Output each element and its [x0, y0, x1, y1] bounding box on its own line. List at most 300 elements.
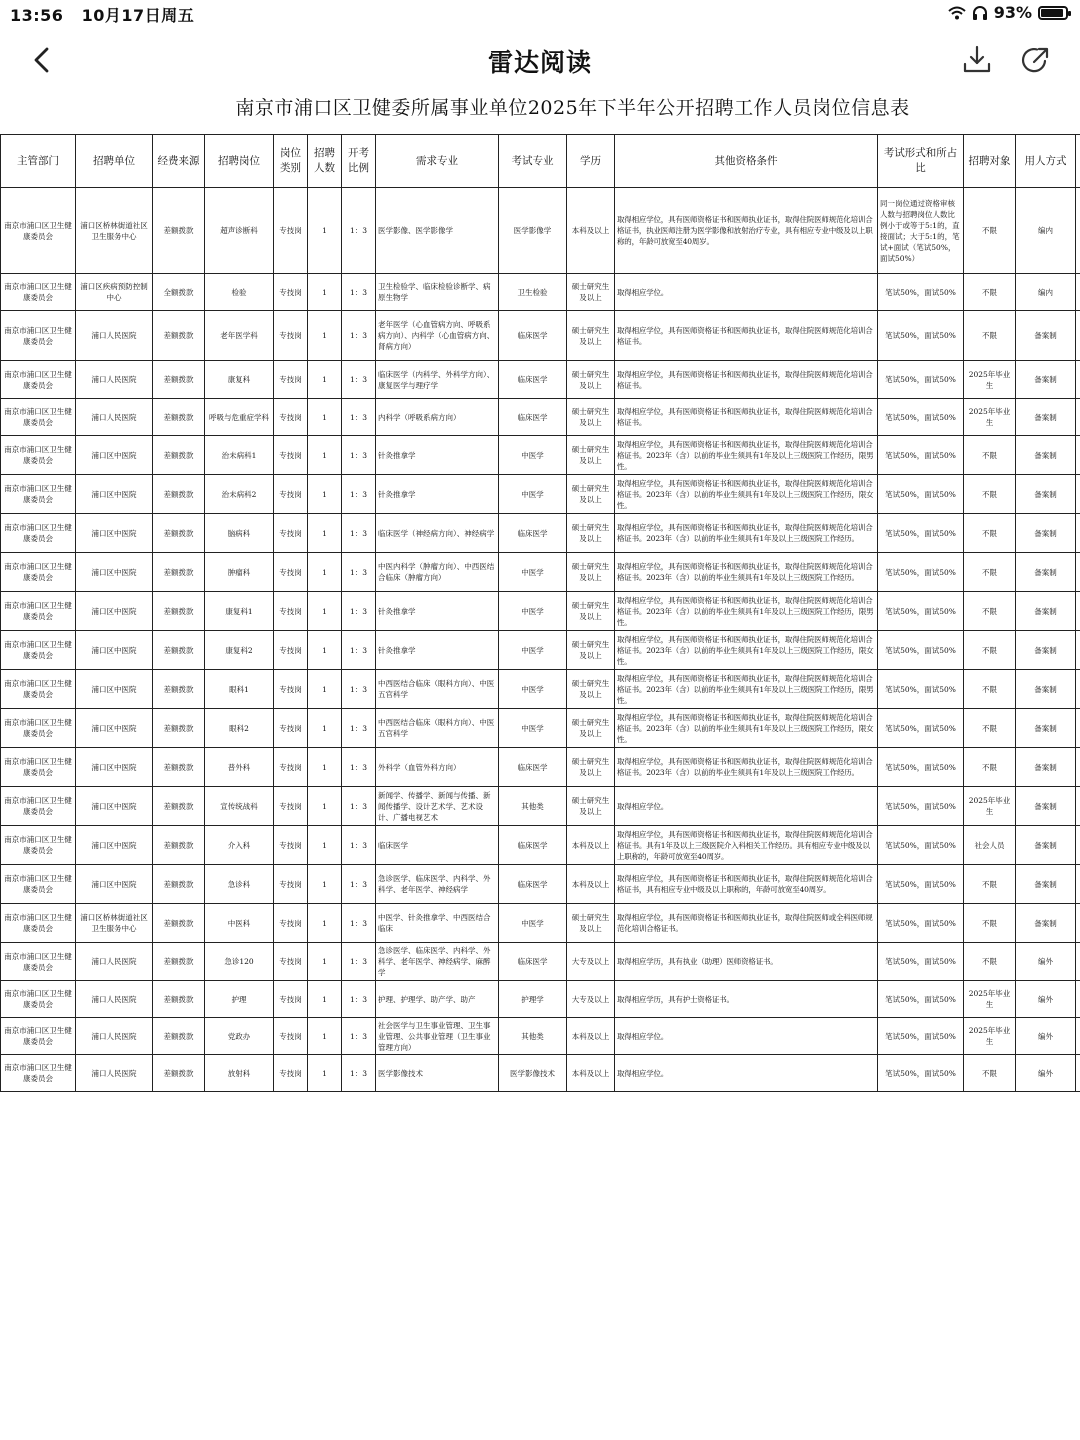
- cell-funding-source: 差额拨款: [153, 1055, 205, 1092]
- cell-other-qualifications: 取得相应学位，具有医师资格证书和医师执业证书，取得住院医师规范化培训合格证书。2023年（含）以前的毕业生须具有1年及以上三级医院工作经历，限女性。: [615, 631, 878, 670]
- cell-overflow: [1076, 748, 1080, 787]
- cell-exam-ratio: 1：3: [342, 904, 376, 943]
- cell-education: 硕士研究生及以上: [567, 514, 615, 553]
- page-title: 雷达阅读: [487, 48, 592, 77]
- cell-education: 本科及以上: [567, 826, 615, 865]
- cell-exam-format: 笔试50%，面试50%: [878, 274, 964, 311]
- cell-exam-format: 笔试50%，面试50%: [878, 436, 964, 475]
- table-row: [1, 475, 1080, 514]
- cell-position-category: 专技岗: [274, 981, 308, 1018]
- cell-funding-source: 差额拨款: [153, 865, 205, 904]
- cell-headcount: 1: [308, 981, 342, 1018]
- cell-target-applicants: 不限: [964, 1055, 1016, 1092]
- cell-exam-ratio: 1：3: [342, 865, 376, 904]
- cell-exam-major: 卫生检验: [499, 274, 567, 311]
- cell-headcount: 1: [308, 188, 342, 274]
- cell-position: 急诊科: [205, 865, 274, 904]
- cell-exam-format: 笔试50%，面试50%: [878, 670, 964, 709]
- cell-headcount: 1: [308, 274, 342, 311]
- cell-headcount: 1: [308, 631, 342, 670]
- cell-other-qualifications: 取得相应学位。: [615, 1055, 878, 1092]
- status-indicators: [948, 3, 1068, 22]
- cell-education: 本科及以上: [567, 1055, 615, 1092]
- cell-target-applicants: 2025年毕业生: [964, 981, 1016, 1018]
- cell-exam-format: 笔试50%，面试50%: [878, 514, 964, 553]
- cell-department: 南京市浦口区卫生健康委员会: [1, 514, 76, 553]
- cell-exam-format: 笔试50%，面试50%: [878, 361, 964, 399]
- column-header-employment-type: 用人方式: [1016, 135, 1076, 188]
- nav-bar: [0, 30, 1080, 90]
- cell-exam-format: 笔试50%，面试50%: [878, 981, 964, 1018]
- column-header-department: 主管部门: [1, 135, 76, 188]
- column-header-overflow: [1076, 135, 1080, 188]
- cell-employment-type: 备案制: [1016, 748, 1076, 787]
- column-header-headcount: 招聘人数: [308, 135, 342, 188]
- cell-department: 南京市浦口区卫生健康委员会: [1, 361, 76, 399]
- cell-department: 南京市浦口区卫生健康委员会: [1, 311, 76, 361]
- cell-headcount: 1: [308, 670, 342, 709]
- cell-department: 南京市浦口区卫生健康委员会: [1, 670, 76, 709]
- cell-exam-major: 中医学: [499, 553, 567, 592]
- table-row: [1, 981, 1080, 1018]
- cell-required-major: 医学影像、医学影像学: [376, 188, 499, 274]
- cell-department: 南京市浦口区卫生健康委员会: [1, 553, 76, 592]
- cell-headcount: 1: [308, 475, 342, 514]
- cell-exam-format: 笔试50%，面试50%: [878, 943, 964, 981]
- cell-exam-major: 临床医学: [499, 514, 567, 553]
- cell-education: 本科及以上: [567, 865, 615, 904]
- cell-funding-source: 差额拨款: [153, 981, 205, 1018]
- cell-funding-source: 差额拨款: [153, 787, 205, 826]
- cell-education: 硕士研究生及以上: [567, 436, 615, 475]
- cell-exam-format: 笔试50%，面试50%: [878, 787, 964, 826]
- cell-target-applicants: 不限: [964, 631, 1016, 670]
- cell-exam-ratio: 1：3: [342, 943, 376, 981]
- cell-funding-source: 差额拨款: [153, 826, 205, 865]
- cell-exam-major: 中医学: [499, 592, 567, 631]
- cell-overflow: [1076, 475, 1080, 514]
- cell-department: 南京市浦口区卫生健康委员会: [1, 943, 76, 981]
- cell-recruiting-unit: 浦口人民医院: [76, 311, 153, 361]
- cell-overflow: [1076, 981, 1080, 1018]
- cell-position-category: 专技岗: [274, 1055, 308, 1092]
- cell-position-category: 专技岗: [274, 553, 308, 592]
- cell-recruiting-unit: 浦口区中医院: [76, 631, 153, 670]
- cell-position-category: 专技岗: [274, 274, 308, 311]
- table-row: [1, 1018, 1080, 1055]
- cell-overflow: [1076, 670, 1080, 709]
- cell-other-qualifications: 取得相应学位，具有医师资格证书和医师执业证书，取得住院医师规范化培训合格证书。2023年（含）以前的毕业生须具有1年及以上三级医院工作经历，限男性。: [615, 670, 878, 709]
- cell-required-major: 针灸推拿学: [376, 631, 499, 670]
- cell-education: 硕士研究生及以上: [567, 787, 615, 826]
- cell-target-applicants: 不限: [964, 274, 1016, 311]
- cell-other-qualifications: 取得相应学位，具有医师资格证书和医师执业证书，取得住院医师规范化培训合格证书。2023年（含）以前的毕业生须具有1年及以上三级医院工作经历。: [615, 553, 878, 592]
- cell-position: 护理: [205, 981, 274, 1018]
- cell-education: 硕士研究生及以上: [567, 274, 615, 311]
- cell-position: 老年医学科: [205, 311, 274, 361]
- document-title: 南京市浦口区卫健委所属事业单位2025年下半年公开招聘工作人员岗位信息表: [235, 97, 910, 119]
- cell-overflow: [1076, 631, 1080, 670]
- cell-headcount: 1: [308, 826, 342, 865]
- cell-recruiting-unit: 浦口人民医院: [76, 1018, 153, 1055]
- cell-exam-major: 中医学: [499, 475, 567, 514]
- table-row: [1, 709, 1080, 748]
- cell-department: 南京市浦口区卫生健康委员会: [1, 904, 76, 943]
- cell-headcount: 1: [308, 865, 342, 904]
- column-header-other-qualifications: 其他资格条件: [615, 135, 878, 188]
- cell-employment-type: 备案制: [1016, 436, 1076, 475]
- table-body: [1, 188, 1080, 1092]
- cell-exam-major: 临床医学: [499, 865, 567, 904]
- cell-department: 南京市浦口区卫生健康委员会: [1, 274, 76, 311]
- cell-funding-source: 差额拨款: [153, 399, 205, 436]
- cell-headcount: 1: [308, 361, 342, 399]
- cell-education: 硕士研究生及以上: [567, 748, 615, 787]
- cell-department: 南京市浦口区卫生健康委员会: [1, 399, 76, 436]
- download-button[interactable]: [961, 44, 993, 76]
- cell-employment-type: 备案制: [1016, 399, 1076, 436]
- cell-target-applicants: 2025年毕业生: [964, 399, 1016, 436]
- cell-position: 介入科: [205, 826, 274, 865]
- cell-department: 南京市浦口区卫生健康委员会: [1, 1018, 76, 1055]
- cell-exam-ratio: 1：3: [342, 709, 376, 748]
- table-row: [1, 311, 1080, 361]
- cell-recruiting-unit: 浦口区中医院: [76, 748, 153, 787]
- cell-employment-type: 备案制: [1016, 904, 1076, 943]
- table-row: [1, 436, 1080, 475]
- cell-other-qualifications: 取得相应学位，具有医师资格证书和医师执业证书，取得住院医师规范化培训合格证书。: [615, 361, 878, 399]
- download-icon: [961, 44, 993, 76]
- column-header-exam-format: 考试形式和所占比: [878, 135, 964, 188]
- share-button[interactable]: [1020, 44, 1052, 76]
- wifi-icon: [948, 6, 966, 20]
- cell-position-category: 专技岗: [274, 748, 308, 787]
- cell-position: 治未病科1: [205, 436, 274, 475]
- cell-exam-ratio: 1：3: [342, 787, 376, 826]
- table-row: [1, 826, 1080, 865]
- table-row: [1, 553, 1080, 592]
- cell-education: 硕士研究生及以上: [567, 709, 615, 748]
- cell-overflow: [1076, 1055, 1080, 1092]
- cell-position-category: 专技岗: [274, 592, 308, 631]
- cell-overflow: [1076, 865, 1080, 904]
- column-header-recruiting-unit: 招聘单位: [76, 135, 153, 188]
- cell-overflow: [1076, 274, 1080, 311]
- cell-employment-type: 编外: [1016, 943, 1076, 981]
- cell-other-qualifications: 取得相应学历，具有护士资格证书。: [615, 981, 878, 1018]
- table-row: [1, 943, 1080, 981]
- cell-department: 南京市浦口区卫生健康委员会: [1, 631, 76, 670]
- cell-department: 南京市浦口区卫生健康委员会: [1, 436, 76, 475]
- cell-exam-format: 笔试50%，面试50%: [878, 592, 964, 631]
- cell-position: 康复科1: [205, 592, 274, 631]
- cell-recruiting-unit: 浦口区中医院: [76, 514, 153, 553]
- cell-overflow: [1076, 904, 1080, 943]
- table-row: [1, 361, 1080, 399]
- cell-position-category: 专技岗: [274, 436, 308, 475]
- cell-exam-ratio: 1：3: [342, 1018, 376, 1055]
- cell-position: 康复科2: [205, 631, 274, 670]
- cell-exam-ratio: 1：3: [342, 748, 376, 787]
- cell-exam-major: 中医学: [499, 670, 567, 709]
- cell-education: 硕士研究生及以上: [567, 553, 615, 592]
- cell-position-category: 专技岗: [274, 631, 308, 670]
- cell-required-major: 针灸推拿学: [376, 475, 499, 514]
- cell-overflow: [1076, 361, 1080, 399]
- cell-required-major: 急诊医学、临床医学、内科学、外科学、老年医学、神经病学、麻醉学: [376, 943, 499, 981]
- cell-overflow: [1076, 826, 1080, 865]
- cell-employment-type: 备案制: [1016, 670, 1076, 709]
- cell-recruiting-unit: 浦口人民医院: [76, 399, 153, 436]
- cell-required-major: 外科学（血管外科方向）: [376, 748, 499, 787]
- cell-employment-type: 备案制: [1016, 631, 1076, 670]
- cell-required-major: 临床医学: [376, 826, 499, 865]
- cell-required-major: 老年医学（心血管病方向、呼吸系病方向）、内科学（心血管病方向、肾病方向）: [376, 311, 499, 361]
- cell-position-category: 专技岗: [274, 1018, 308, 1055]
- cell-position: 党政办: [205, 1018, 274, 1055]
- cell-overflow: [1076, 311, 1080, 361]
- cell-headcount: 1: [308, 592, 342, 631]
- cell-overflow: [1076, 514, 1080, 553]
- cell-headcount: 1: [308, 514, 342, 553]
- cell-target-applicants: 2025年毕业生: [964, 1018, 1016, 1055]
- share-icon: [1020, 44, 1052, 76]
- cell-headcount: 1: [308, 943, 342, 981]
- cell-required-major: 针灸推拿学: [376, 592, 499, 631]
- cell-other-qualifications: 取得相应学位，具有医师资格证书和医师执业证书，取得住院医师规范化培训合格证书。2023年（含）以前的毕业生须具有1年及以上三级医院工作经历。: [615, 748, 878, 787]
- cell-employment-type: 备案制: [1016, 709, 1076, 748]
- cell-funding-source: 差额拨款: [153, 361, 205, 399]
- cell-recruiting-unit: 浦口区中医院: [76, 670, 153, 709]
- cell-employment-type: 备案制: [1016, 361, 1076, 399]
- cell-department: 南京市浦口区卫生健康委员会: [1, 748, 76, 787]
- cell-funding-source: 全额拨款: [153, 274, 205, 311]
- cell-headcount: 1: [308, 1018, 342, 1055]
- cell-required-major: 内科学（呼吸系病方向）: [376, 399, 499, 436]
- cell-exam-ratio: 1：3: [342, 553, 376, 592]
- cell-education: 大专及以上: [567, 981, 615, 1018]
- cell-other-qualifications: 取得相应学位，具有医师资格证书和医师执业证书，取得住院医师规范化培训合格证书。2023年（含）以前的毕业生须具有1年及以上三级医院工作经历，限女性。: [615, 709, 878, 748]
- cell-exam-format: 笔试50%，面试50%: [878, 553, 964, 592]
- cell-target-applicants: 不限: [964, 514, 1016, 553]
- cell-department: 南京市浦口区卫生健康委员会: [1, 475, 76, 514]
- cell-exam-format: 笔试50%，面试50%: [878, 904, 964, 943]
- table-row: [1, 188, 1080, 274]
- cell-headcount: 1: [308, 553, 342, 592]
- cell-position: 检验: [205, 274, 274, 311]
- cell-other-qualifications: 取得相应学位，具有医师资格证书和医师执业证书，取得住院医师规范化培训合格证书。2023年（含）以前的毕业生须具有1年及以上三级医院工作经历。: [615, 514, 878, 553]
- table-row: [1, 592, 1080, 631]
- cell-employment-type: 编内: [1016, 188, 1076, 274]
- cell-target-applicants: 2025年毕业生: [964, 787, 1016, 826]
- cell-funding-source: 差额拨款: [153, 904, 205, 943]
- cell-other-qualifications: 取得相应学位，具有医师资格证书和医师执业证书，取得住院医师规范化培训合格证书。具有1年及以上三级医院介入科相关工作经历。具有相应专业中级及以上职称的，年龄可放宽至40周岁。: [615, 826, 878, 865]
- table-row: [1, 631, 1080, 670]
- battery-fill: [1041, 9, 1063, 17]
- cell-position: 呼吸与危重症学科: [205, 399, 274, 436]
- cell-funding-source: 差额拨款: [153, 748, 205, 787]
- cell-required-major: 中医学、针灸推拿学、中西医结合临床: [376, 904, 499, 943]
- cell-recruiting-unit: 浦口区桥林街道社区卫生服务中心: [76, 188, 153, 274]
- cell-employment-type: 备案制: [1016, 787, 1076, 826]
- cell-other-qualifications: 取得相应学位，具有医师资格证书和医师执业证书，取得住院医师或全科医师规范化培训合格证书。: [615, 904, 878, 943]
- table-row: [1, 399, 1080, 436]
- cell-position: 宣传统战科: [205, 787, 274, 826]
- cell-funding-source: 差额拨款: [153, 631, 205, 670]
- table-row: [1, 787, 1080, 826]
- cell-department: 南京市浦口区卫生健康委员会: [1, 865, 76, 904]
- cell-funding-source: 差额拨款: [153, 311, 205, 361]
- cell-overflow: [1076, 436, 1080, 475]
- cell-exam-format: 笔试50%，面试50%: [878, 631, 964, 670]
- cell-recruiting-unit: 浦口区疾病预防控制中心: [76, 274, 153, 311]
- cell-exam-major: 临床医学: [499, 311, 567, 361]
- cell-exam-major: 医学影像学: [499, 188, 567, 274]
- cell-recruiting-unit: 浦口区中医院: [76, 709, 153, 748]
- cell-required-major: 中西医结合临床（眼科方向）、中医五官科学: [376, 670, 499, 709]
- cell-employment-type: 备案制: [1016, 475, 1076, 514]
- cell-position-category: 专技岗: [274, 826, 308, 865]
- cell-position: 超声诊断科: [205, 188, 274, 274]
- cell-exam-ratio: 1：3: [342, 981, 376, 1018]
- cell-target-applicants: 2025年毕业生: [964, 361, 1016, 399]
- cell-required-major: 社会医学与卫生事业管理、卫生事业管理、公共事业管理（卫生事业管理方向）: [376, 1018, 499, 1055]
- cell-exam-major: 医学影像技术: [499, 1055, 567, 1092]
- cell-funding-source: 差额拨款: [153, 436, 205, 475]
- cell-recruiting-unit: 浦口区中医院: [76, 553, 153, 592]
- column-header-exam-major: 考试专业: [499, 135, 567, 188]
- cell-other-qualifications: 取得相应学位，具有医师资格证书和医师执业证书，取得住院医师规范化培训合格证书。: [615, 399, 878, 436]
- cell-target-applicants: 不限: [964, 436, 1016, 475]
- cell-required-major: 医学影像技术: [376, 1055, 499, 1092]
- cell-recruiting-unit: 浦口区中医院: [76, 592, 153, 631]
- cell-position-category: 专技岗: [274, 188, 308, 274]
- cell-exam-format: 笔试50%，面试50%: [878, 748, 964, 787]
- status-date: 10月17日周五: [81, 6, 195, 25]
- cell-position-category: 专技岗: [274, 943, 308, 981]
- table-header-row: [1, 135, 1080, 188]
- cell-funding-source: 差额拨款: [153, 1018, 205, 1055]
- cell-employment-type: 备案制: [1016, 311, 1076, 361]
- cell-exam-format: 笔试50%，面试50%: [878, 475, 964, 514]
- cell-department: 南京市浦口区卫生健康委员会: [1, 826, 76, 865]
- cell-position-category: 专技岗: [274, 709, 308, 748]
- cell-overflow: [1076, 188, 1080, 274]
- cell-target-applicants: 不限: [964, 475, 1016, 514]
- cell-education: 硕士研究生及以上: [567, 592, 615, 631]
- cell-funding-source: 差额拨款: [153, 514, 205, 553]
- cell-exam-format: 笔试50%，面试50%: [878, 826, 964, 865]
- cell-other-qualifications: 取得相应学位，具有医师资格证书和医师执业证书，取得住院医师规范化培训合格证书。2023年（含）以前的毕业生须具有1年及以上三级医院工作经历，限男性。: [615, 592, 878, 631]
- cell-required-major: 中医内科学（肿瘤方向）、中西医结合临床（肿瘤方向）: [376, 553, 499, 592]
- cell-exam-major: 临床医学: [499, 399, 567, 436]
- cell-headcount: 1: [308, 399, 342, 436]
- cell-required-major: 中西医结合临床（眼科方向）、中医五官科学: [376, 709, 499, 748]
- cell-education: 硕士研究生及以上: [567, 670, 615, 709]
- table-row: [1, 904, 1080, 943]
- cell-funding-source: 差额拨款: [153, 709, 205, 748]
- cell-employment-type: 备案制: [1016, 553, 1076, 592]
- cell-exam-major: 其他类: [499, 787, 567, 826]
- cell-target-applicants: 不限: [964, 709, 1016, 748]
- cell-position-category: 专技岗: [274, 361, 308, 399]
- cell-overflow: [1076, 1018, 1080, 1055]
- column-header-target-applicants: 招聘对象: [964, 135, 1016, 188]
- cell-exam-major: 其他类: [499, 1018, 567, 1055]
- cell-exam-major: 临床医学: [499, 748, 567, 787]
- cell-education: 硕士研究生及以上: [567, 631, 615, 670]
- battery-percent: 93%: [993, 3, 1032, 22]
- cell-target-applicants: 不限: [964, 865, 1016, 904]
- cell-position-category: 专技岗: [274, 904, 308, 943]
- cell-exam-major: 中医学: [499, 436, 567, 475]
- cell-position: 中医科: [205, 904, 274, 943]
- column-header-required-major: 需求专业: [376, 135, 499, 188]
- cell-position: 脑病科: [205, 514, 274, 553]
- cell-recruiting-unit: 浦口人民医院: [76, 361, 153, 399]
- cell-exam-format: 笔试50%，面试50%: [878, 1018, 964, 1055]
- cell-exam-format: 笔试50%，面试50%: [878, 865, 964, 904]
- headphones-icon: [972, 5, 988, 20]
- cell-target-applicants: 社会人员: [964, 826, 1016, 865]
- cell-exam-format: 笔试50%，面试50%: [878, 311, 964, 361]
- cell-exam-ratio: 1：3: [342, 361, 376, 399]
- cell-overflow: [1076, 592, 1080, 631]
- status-bar: [0, 0, 1080, 28]
- cell-overflow: [1076, 399, 1080, 436]
- cell-headcount: 1: [308, 709, 342, 748]
- cell-target-applicants: 不限: [964, 553, 1016, 592]
- cell-overflow: [1076, 787, 1080, 826]
- cell-recruiting-unit: 浦口区桥林街道社区卫生服务中心: [76, 904, 153, 943]
- cell-department: 南京市浦口区卫生健康委员会: [1, 592, 76, 631]
- cell-exam-ratio: 1：3: [342, 399, 376, 436]
- cell-target-applicants: 不限: [964, 188, 1016, 274]
- cell-required-major: 临床医学（内科学、外科学方向）、康复医学与理疗学: [376, 361, 499, 399]
- column-header-exam-ratio: 开考比例: [342, 135, 376, 188]
- cell-exam-ratio: 1：3: [342, 592, 376, 631]
- cell-headcount: 1: [308, 787, 342, 826]
- cell-position-category: 专技岗: [274, 514, 308, 553]
- cell-target-applicants: 不限: [964, 311, 1016, 361]
- cell-target-applicants: 不限: [964, 670, 1016, 709]
- cell-other-qualifications: 取得相应学历，具有执业（助理）医师资格证书。: [615, 943, 878, 981]
- cell-funding-source: 差额拨款: [153, 553, 205, 592]
- column-header-position: 招聘岗位: [205, 135, 274, 188]
- cell-position: 康复科: [205, 361, 274, 399]
- cell-exam-format: 笔试50%，面试50%: [878, 1055, 964, 1092]
- cell-exam-major: 护理学: [499, 981, 567, 1018]
- column-header-funding-source: 经费来源: [153, 135, 205, 188]
- cell-headcount: 1: [308, 904, 342, 943]
- cell-recruiting-unit: 浦口区中医院: [76, 436, 153, 475]
- cell-position: 普外科: [205, 748, 274, 787]
- cell-department: 南京市浦口区卫生健康委员会: [1, 709, 76, 748]
- cell-position-category: 专技岗: [274, 399, 308, 436]
- cell-exam-ratio: 1：3: [342, 188, 376, 274]
- cell-exam-ratio: 1：3: [342, 826, 376, 865]
- cell-target-applicants: 不限: [964, 943, 1016, 981]
- column-header-position-category: 岗位类别: [274, 135, 308, 188]
- cell-education: 大专及以上: [567, 943, 615, 981]
- cell-employment-type: 编外: [1016, 1018, 1076, 1055]
- cell-position: 眼科1: [205, 670, 274, 709]
- cell-exam-format: 笔试50%，面试50%: [878, 709, 964, 748]
- cell-department: 南京市浦口区卫生健康委员会: [1, 981, 76, 1018]
- cell-recruiting-unit: 浦口人民医院: [76, 1055, 153, 1092]
- cell-target-applicants: 不限: [964, 592, 1016, 631]
- cell-employment-type: 编内: [1016, 274, 1076, 311]
